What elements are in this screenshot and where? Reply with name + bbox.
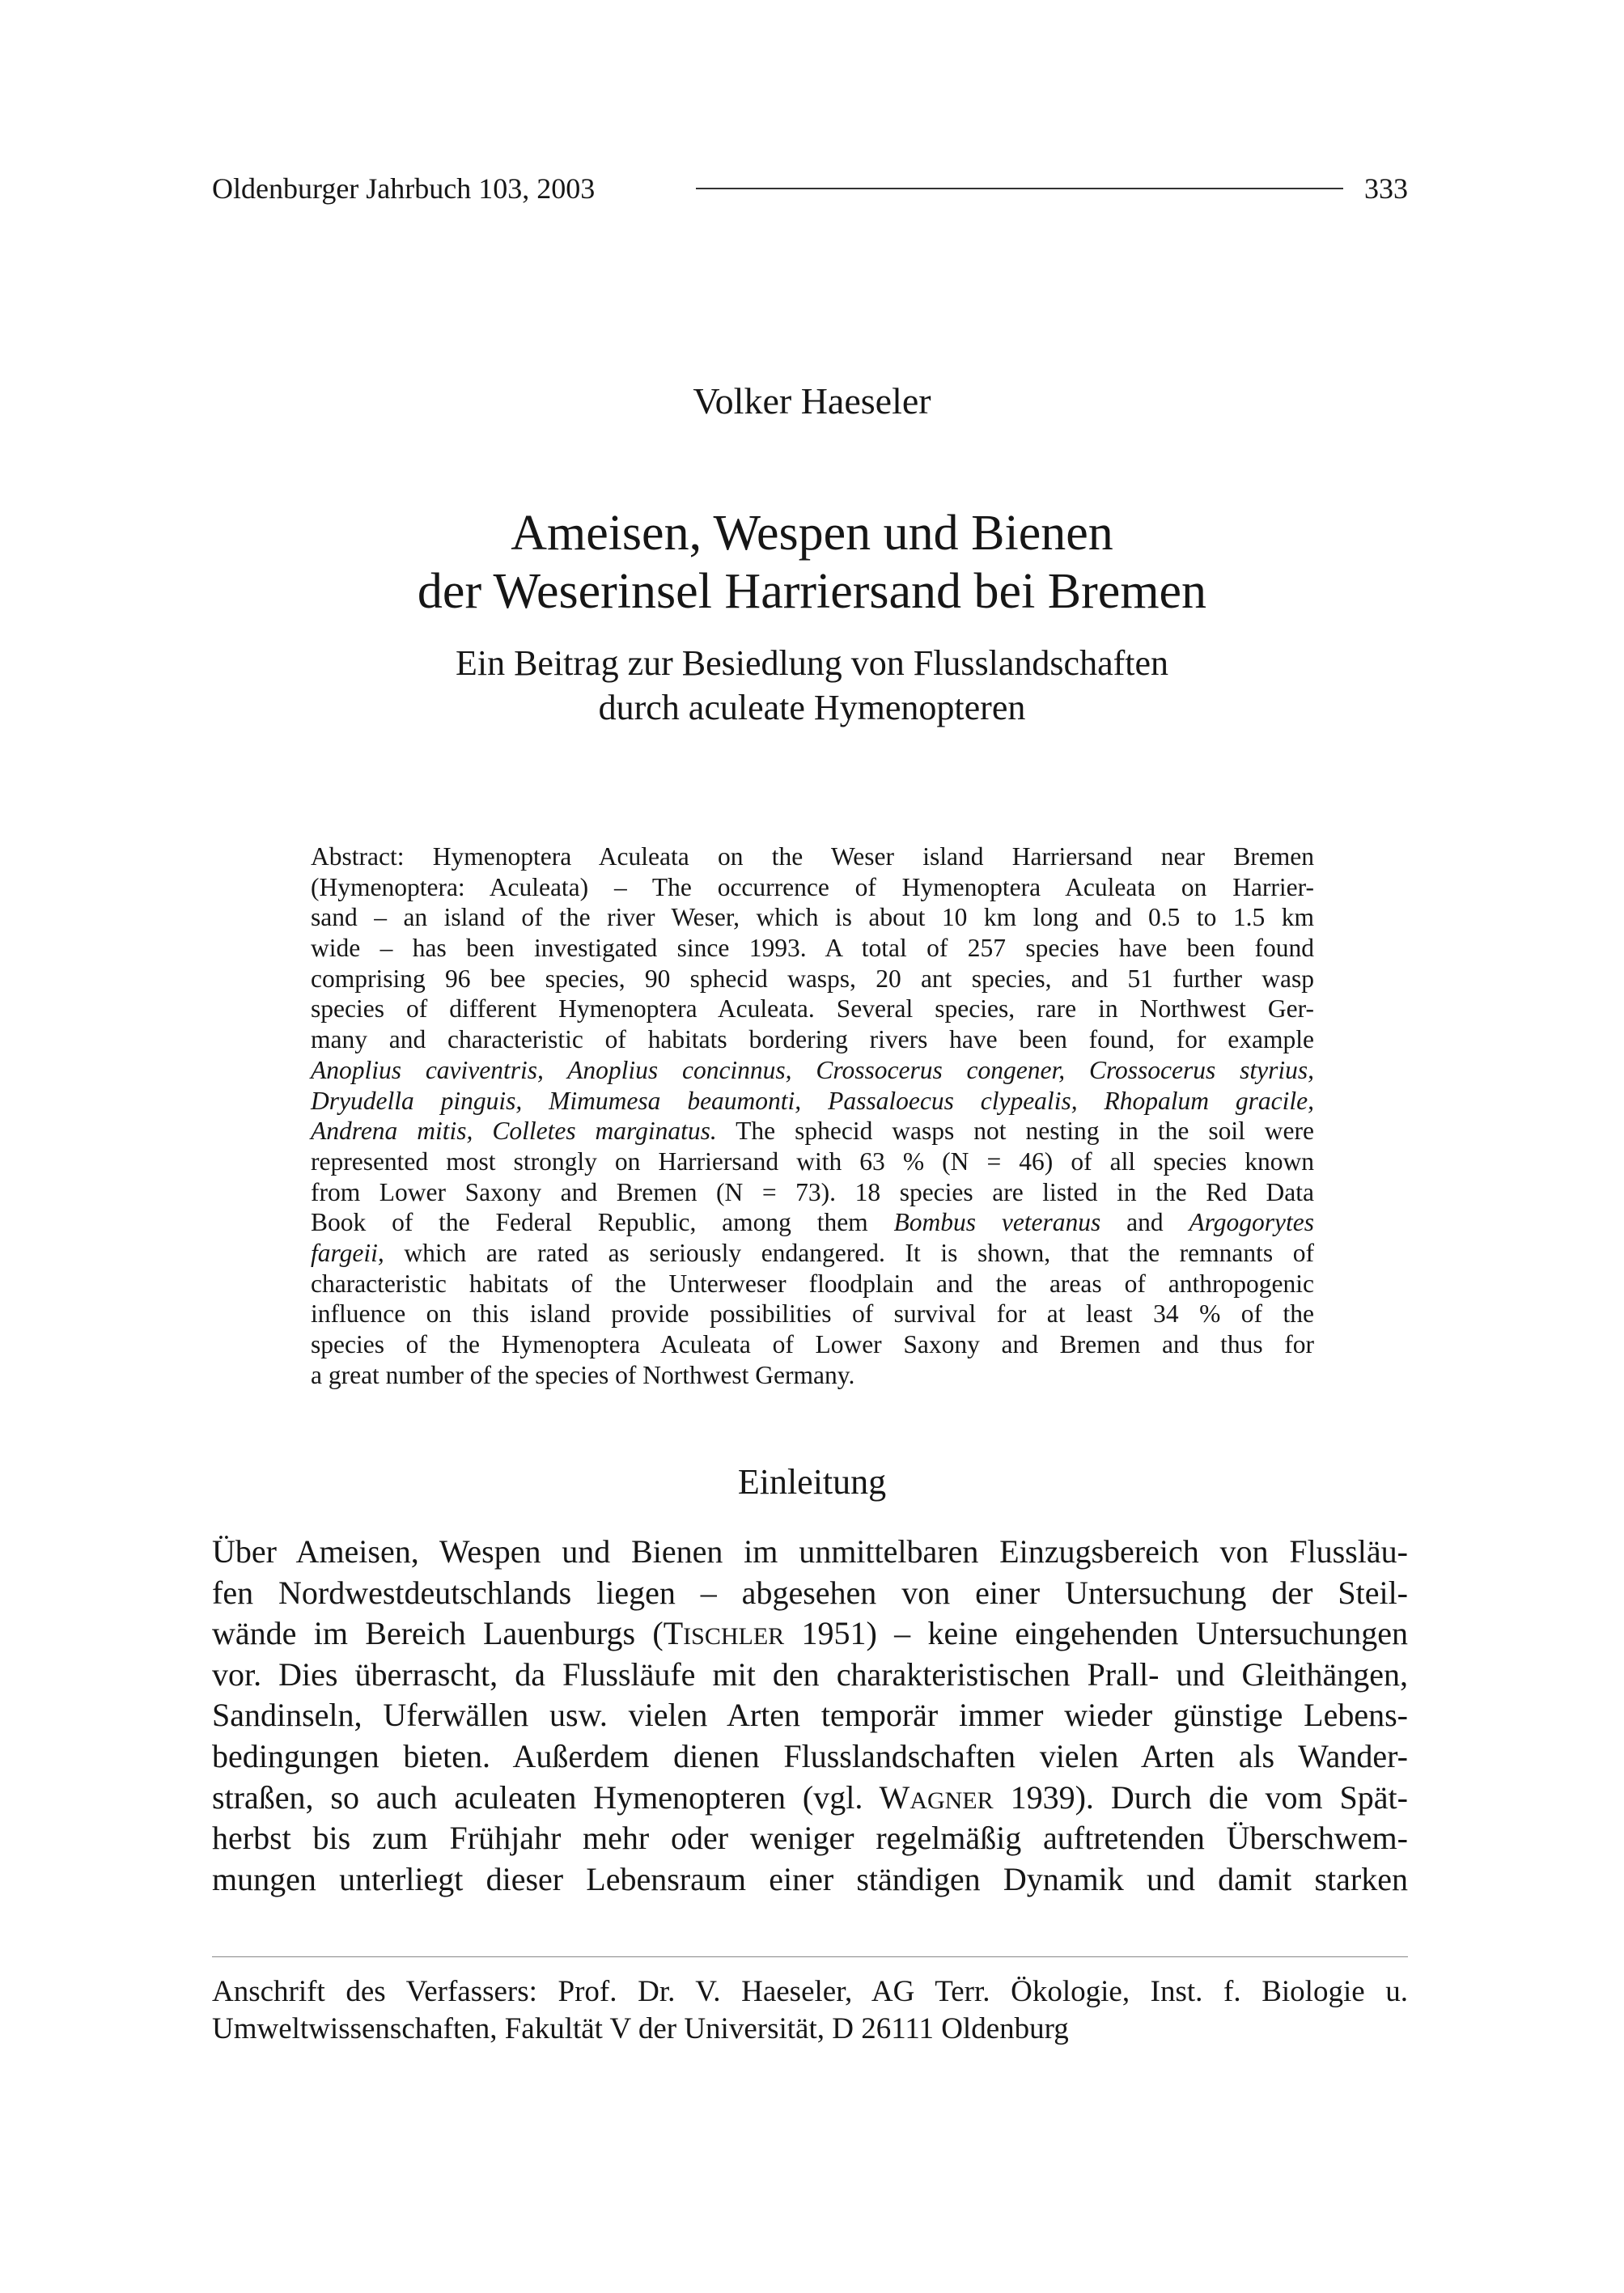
- abstract-line: [311, 1055, 1314, 1086]
- species-name: Argogorytes: [1189, 1208, 1314, 1237]
- running-header: [212, 167, 1408, 210]
- abstract-line: wide – has been investigated since 1993. A total of 257 species have been found: [311, 934, 1314, 963]
- header-rule: [696, 188, 1343, 189]
- abstract-line: Book of the Federal Republic, among them Bombus veteranus and Argogorytes: [311, 1208, 1314, 1237]
- abstract-line: characteristic habitats of the Unterweser floodplain and the areas of anthropogenic: [311, 1269, 1314, 1298]
- cited-author: ISCHLER: [683, 1623, 785, 1651]
- article-title-line-2: der Weserinsel Harriersand bei Bremen: [417, 564, 1207, 619]
- footnote-line: Umweltwissenschaften, Fakultät V der Universität, D 26111 Oldenburg: [212, 2012, 1069, 2045]
- body-line: wände im Bereich Lauenburgs (TISCHLER 1951) – keine eingehenden Untersuchungen: [212, 1615, 1409, 1652]
- journal-citation: Oldenburger Jahrbuch 103, 2003: [212, 172, 596, 205]
- footnote-rule: [212, 1956, 1408, 1957]
- species-name: fargeii,: [311, 1238, 384, 1267]
- page-number: 333: [1364, 172, 1408, 205]
- abstract-line: a great number of the species of Northwest Germany.: [311, 1360, 855, 1389]
- body-line: Über Ameisen, Wespen und Bienen im unmittelbaren Einzugsbereich von Flussläu-: [212, 1533, 1408, 1570]
- species-names: Anoplius caviventris, Anoplius concinnus, Crossocerus congener, Crossocerus styrius,: [311, 1055, 1314, 1084]
- article-subtitle-line-1: Ein Beitrag zur Besiedlung von Flusslandschaften: [455, 643, 1169, 683]
- species-name: Bombus veteranus: [893, 1208, 1101, 1237]
- abstract-line: from Lower Saxony and Bremen (N = 73). 18 species are listed in the Red Data: [311, 1177, 1314, 1206]
- section-heading: Einleitung: [737, 1462, 887, 1502]
- abstract-line: sand – an island of the river Weser, which is about 10 km long and 0.5 to 1.5 km: [311, 903, 1314, 932]
- abstract-line: Andrena mitis, Colletes marginatus. The sphecid wasps not nesting in the soil were: [311, 1117, 1314, 1146]
- article-title-line-1: Ameisen, Wespen und Bienen: [511, 506, 1113, 561]
- author-name: Volker Haeseler: [693, 380, 931, 422]
- body-text: [212, 1532, 1408, 1900]
- abstract-line: represented most strongly on Harriersand with 63 % (N = 46) of all species known: [311, 1146, 1314, 1176]
- abstract-line: comprising 96 bee species, 90 sphecid wasps, 20 ant species, and 51 further wasp: [311, 964, 1314, 993]
- cited-author: AGNER: [910, 1787, 994, 1814]
- abstract-line: many and characteristic of habitats bordering rivers have been found, for example: [311, 1025, 1314, 1054]
- body-line: mungen unterliegt dieser Lebensraum einer ständigen Dynamik und damit starken: [212, 1860, 1408, 1897]
- body-line: vor. Dies überrascht, da Flussläufe mit den charakteristischen Prall- und Gleithängen,: [212, 1655, 1408, 1693]
- abstract-line: influence on this island provide possibilities of survival for at least 34 % of the: [311, 1299, 1314, 1329]
- article-subtitle-line-2: durch aculeate Hymenopteren: [598, 688, 1026, 727]
- abstract-line: species of the Hymenoptera Aculeata of Lower Saxony and Bremen and thus for: [311, 1330, 1314, 1358]
- body-line: herbst bis zum Frühjahr mehr oder weniger regelmäßig auftretenden Überschwem-: [212, 1820, 1408, 1857]
- abstract-line: [311, 1086, 1314, 1117]
- body-line: Sandinseln, Uferwällen usw. vielen Arten temporär immer wieder günstige Lebens-: [212, 1697, 1408, 1734]
- abstract-line: species of different Hymenoptera Aculeata. Several species, rare in Northwest Ger-: [311, 994, 1314, 1024]
- species-names: Andrena mitis, Colletes marginatus.: [311, 1117, 717, 1146]
- species-names: Dryudella pinguis, Mimumesa beaumonti, Passaloecus clypealis, Rhopalum gracile,: [311, 1086, 1314, 1115]
- body-line: fen Nordwestdeutschlands liegen – abgesehen von einer Untersuchung der Steil-: [212, 1574, 1408, 1611]
- abstract-line: (Hymenoptera: Aculeata) – The occurrence of Hymenoptera Aculeata on Harrier-: [311, 872, 1314, 901]
- body-line: straßen, so auch aculeaten Hymenopteren (vgl. WAGNER 1939). Durch die vom Spät-: [212, 1778, 1408, 1816]
- body-line: bedingungen bieten. Außerdem dienen Flusslandschaften vielen Arten als Wander-: [212, 1737, 1408, 1774]
- abstract-line: Abstract: Hymenoptera Aculeata on the Weser island Harriersand near Bremen: [311, 842, 1314, 871]
- footnote-line: Anschrift des Verfassers: Prof. Dr. V. Haeseler, AG Terr. Ökologie, Inst. f. Biologie u.: [212, 1975, 1408, 2008]
- abstract: [311, 841, 1314, 1390]
- abstract-line: fargeii, which are rated as seriously endangered. It is shown, that the remnants of: [311, 1238, 1314, 1267]
- author-address-footnote: [212, 1973, 1408, 2048]
